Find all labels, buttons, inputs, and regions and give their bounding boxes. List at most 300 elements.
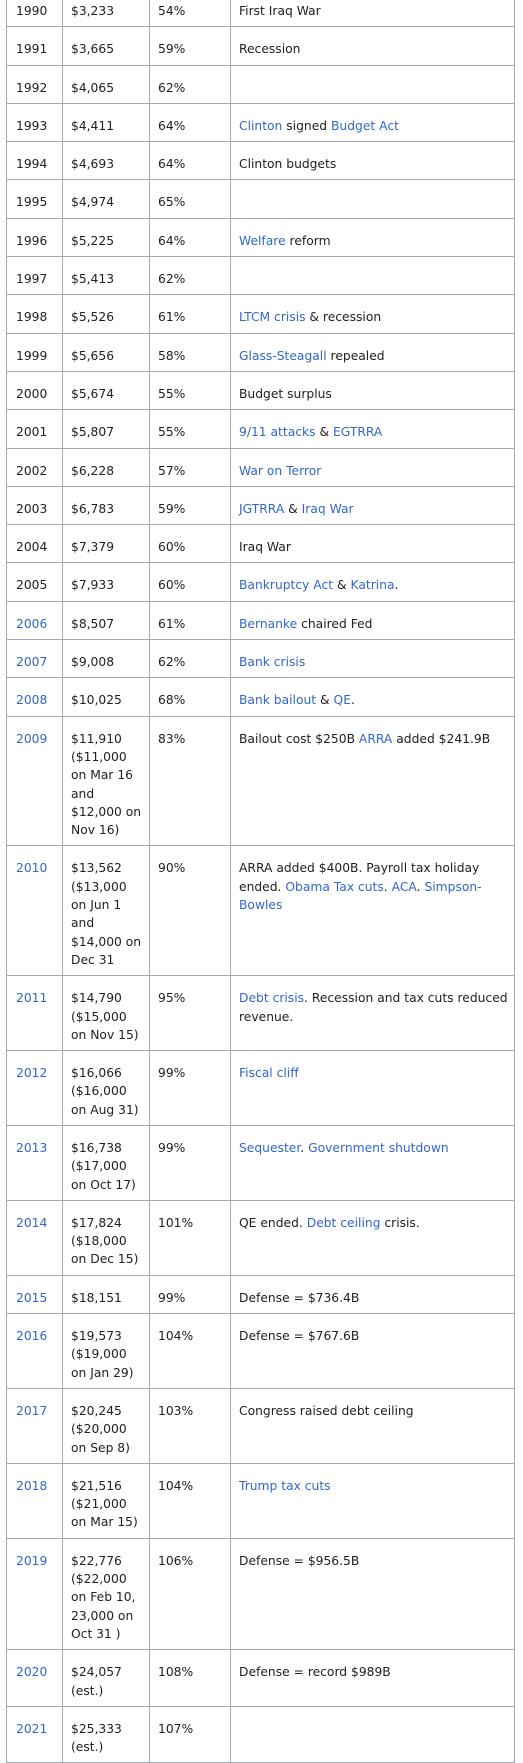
year-cell xyxy=(7,1388,63,1463)
event-text: Bailout cost $250B xyxy=(239,731,359,746)
debt-to-gdp-cell xyxy=(150,333,231,371)
debt-to-gdp-cell xyxy=(150,0,231,27)
event-text: & xyxy=(316,693,334,708)
event-text: . xyxy=(383,879,392,894)
year-text: 1992 xyxy=(16,80,48,95)
year-cell xyxy=(7,1463,63,1538)
debt-to-gdp-value: 108% xyxy=(158,1665,194,1680)
debt-to-gdp-cell xyxy=(150,142,231,180)
debt-to-gdp-value: 90% xyxy=(158,861,186,876)
events-cell xyxy=(231,1051,515,1126)
year-text: 2002 xyxy=(16,463,48,478)
table-row xyxy=(7,1388,515,1463)
year-cell xyxy=(7,218,63,256)
year-cell xyxy=(7,976,63,1051)
event-link[interactable]: EGTRRA xyxy=(332,425,383,440)
events-cell xyxy=(231,27,515,65)
events-cell xyxy=(231,371,515,409)
debt-cell xyxy=(63,27,150,65)
year-cell xyxy=(7,0,63,27)
year-cell xyxy=(7,1125,63,1200)
debt-cell xyxy=(63,180,150,218)
debt-to-gdp-value: 104% xyxy=(158,1329,194,1344)
debt-to-gdp-cell xyxy=(150,65,231,103)
debt-to-gdp-value: 64% xyxy=(158,118,186,133)
debt-to-gdp-value: 95% xyxy=(158,991,186,1006)
debt-cell xyxy=(63,1314,150,1389)
debt-to-gdp-value: 55% xyxy=(158,386,186,401)
debt-cell xyxy=(63,1125,150,1200)
debt-value: $24,057 (est.) xyxy=(71,1665,122,1698)
debt-cell xyxy=(63,1275,150,1313)
debt-value: $6,228 xyxy=(71,463,115,478)
debt-to-gdp-value: 99% xyxy=(158,1066,186,1081)
events-cell xyxy=(231,0,515,27)
event-link[interactable]: Iraq War xyxy=(301,501,354,516)
event-text: ARRA added $400B. Payroll tax holiday ended. xyxy=(239,861,480,894)
debt-value: $5,225 xyxy=(71,233,115,248)
year-link[interactable]: 2006 xyxy=(16,616,48,631)
debt-to-gdp-cell xyxy=(150,1706,231,1763)
year-cell xyxy=(7,716,63,846)
year-cell xyxy=(7,142,63,180)
debt-value: $5,656 xyxy=(71,348,115,363)
year-text: 2003 xyxy=(16,501,48,516)
events-cell xyxy=(231,563,515,601)
debt-cell xyxy=(63,1650,150,1707)
debt-value: $21,516 ($21,000 on Mar 15) xyxy=(71,1478,138,1530)
debt-cell xyxy=(63,1051,150,1126)
debt-to-gdp-value: 99% xyxy=(158,1290,186,1305)
debt-to-gdp-value: 60% xyxy=(158,578,186,593)
debt-to-gdp-value: 62% xyxy=(158,655,186,670)
table-row xyxy=(7,846,515,976)
events-cell xyxy=(231,678,515,716)
year-text: 2000 xyxy=(16,386,48,401)
table-row xyxy=(7,65,515,103)
events-cell xyxy=(231,1706,515,1763)
table-body xyxy=(7,0,515,1763)
debt-to-gdp-value: 62% xyxy=(158,80,186,95)
year-link[interactable]: 2020 xyxy=(16,1665,48,1680)
year-text: 1991 xyxy=(16,42,48,57)
debt-to-gdp-cell xyxy=(150,525,231,563)
debt-cell xyxy=(63,640,150,678)
debt-cell xyxy=(63,1463,150,1538)
debt-value: $17,824 ($18,000 on Dec 15) xyxy=(71,1215,139,1267)
debt-cell xyxy=(63,1200,150,1275)
event-link[interactable]: Bank crisis xyxy=(239,655,306,670)
debt-to-gdp-value: 59% xyxy=(158,42,186,57)
debt-to-gdp-cell xyxy=(150,371,231,409)
event-link[interactable]: Debt ceiling xyxy=(306,1215,381,1230)
table-row xyxy=(7,640,515,678)
debt-to-gdp-value: 64% xyxy=(158,233,186,248)
year-text: 1993 xyxy=(16,118,48,133)
debt-to-gdp-value: 61% xyxy=(158,310,186,325)
debt-value: $16,738 ($17,000 on Oct 17) xyxy=(71,1140,136,1192)
debt-to-gdp-cell xyxy=(150,846,231,976)
table-row xyxy=(7,257,515,295)
event-link[interactable]: Debt crisis xyxy=(239,991,305,1006)
debt-cell xyxy=(63,976,150,1051)
year-link[interactable]: 2018 xyxy=(16,1478,48,1493)
table-row xyxy=(7,601,515,639)
year-cell xyxy=(7,846,63,976)
event-link[interactable]: Sequester xyxy=(239,1140,301,1155)
event-text: Defense = $736.4B xyxy=(239,1290,360,1305)
debt-to-gdp-cell xyxy=(150,640,231,678)
debt-value: $4,411 xyxy=(71,118,115,133)
year-cell xyxy=(7,640,63,678)
year-cell xyxy=(7,525,63,563)
event-text: Defense = $956.5B xyxy=(239,1553,360,1568)
event-link[interactable]: Government shutdown xyxy=(308,1140,449,1155)
event-link[interactable]: Fiscal cliff xyxy=(239,1066,299,1081)
debt-to-gdp-cell xyxy=(150,601,231,639)
event-link[interactable]: Bank bailout xyxy=(239,693,317,708)
debt-to-gdp-value: 60% xyxy=(158,540,186,555)
event-link[interactable]: Bernanke xyxy=(239,616,298,631)
event-text: Clinton budgets xyxy=(239,157,337,172)
year-link[interactable]: 2013 xyxy=(16,1140,48,1155)
table-row xyxy=(7,1650,515,1707)
event-link[interactable]: ACA xyxy=(391,879,417,894)
table-row xyxy=(7,1051,515,1126)
debt-to-gdp-cell xyxy=(150,27,231,65)
debt-to-gdp-value: 83% xyxy=(158,731,186,746)
year-text: 1990 xyxy=(16,4,48,18)
debt-cell xyxy=(63,601,150,639)
debt-to-gdp-cell xyxy=(150,1538,231,1649)
debt-value: $13,562 ($13,000 on Jun 1 and $14,000 on Dec 31 xyxy=(71,861,142,967)
year-cell xyxy=(7,27,63,65)
table-row xyxy=(7,333,515,371)
event-link[interactable]: Obama Tax cuts xyxy=(285,879,384,894)
debt-value: $10,025 xyxy=(71,693,122,708)
events-cell xyxy=(231,448,515,486)
events-cell xyxy=(231,1314,515,1389)
debt-to-gdp-value: 57% xyxy=(158,463,186,478)
event-text: Recession xyxy=(239,42,301,57)
debt-value: $25,333 (est.) xyxy=(71,1721,122,1755)
table-row xyxy=(7,1706,515,1763)
year-cell xyxy=(7,180,63,218)
event-text: & xyxy=(333,578,351,593)
debt-to-gdp-value: 65% xyxy=(158,195,186,210)
event-link[interactable]: Bankruptcy Act xyxy=(239,578,334,593)
debt-cell xyxy=(63,65,150,103)
debt-value: $4,693 xyxy=(71,157,115,172)
debt-to-gdp-cell xyxy=(150,678,231,716)
events-cell xyxy=(231,640,515,678)
year-link[interactable]: 2010 xyxy=(16,861,48,876)
year-text: 1999 xyxy=(16,348,48,363)
debt-cell xyxy=(63,142,150,180)
debt-value: $8,507 xyxy=(71,616,115,631)
debt-cell xyxy=(63,1538,150,1649)
debt-to-gdp-value: 64% xyxy=(158,157,186,172)
year-text: 2005 xyxy=(16,578,48,593)
year-cell xyxy=(7,65,63,103)
table-row xyxy=(7,218,515,256)
year-text: 1998 xyxy=(16,310,48,325)
event-text: . xyxy=(350,693,355,708)
debt-to-gdp-cell xyxy=(150,1125,231,1200)
year-text: 1995 xyxy=(16,195,48,210)
debt-value: $22,776 ($22,000 on Feb 10, 23,000 on Oct 31 ) xyxy=(71,1553,136,1641)
event-link[interactable]: Welfare xyxy=(239,233,286,248)
debt-to-gdp-value: 59% xyxy=(158,501,186,516)
events-cell xyxy=(231,1388,515,1463)
year-cell xyxy=(7,1314,63,1389)
year-text: 1997 xyxy=(16,272,48,287)
event-text: Congress raised debt ceiling xyxy=(239,1403,414,1418)
debt-value: $4,974 xyxy=(71,195,115,210)
events-cell xyxy=(231,1463,515,1538)
debt-to-gdp-value: 103% xyxy=(158,1403,194,1418)
debt-cell xyxy=(63,448,150,486)
table-row xyxy=(7,716,515,846)
events-cell xyxy=(231,1538,515,1649)
debt-cell xyxy=(63,678,150,716)
debt-value: $3,233 xyxy=(71,4,115,18)
year-link[interactable]: 2007 xyxy=(16,655,48,670)
debt-cell xyxy=(63,525,150,563)
year-link[interactable]: 2021 xyxy=(16,1721,48,1736)
year-cell xyxy=(7,257,63,295)
debt-value: $6,783 xyxy=(71,501,115,516)
event-text: signed xyxy=(282,118,331,133)
year-cell xyxy=(7,1200,63,1275)
debt-history-table xyxy=(6,0,515,1763)
event-text: & xyxy=(315,425,333,440)
debt-value: $11,910 ($11,000 on Mar 16 and $12,000 on Nov 16) xyxy=(71,731,142,838)
event-text: reform xyxy=(285,233,331,248)
event-text: Budget surplus xyxy=(239,386,332,401)
debt-cell xyxy=(63,716,150,846)
table-row xyxy=(7,1200,515,1275)
table-row xyxy=(7,410,515,448)
debt-cell xyxy=(63,563,150,601)
year-cell xyxy=(7,448,63,486)
debt-cell xyxy=(63,103,150,141)
events-cell xyxy=(231,142,515,180)
events-cell xyxy=(231,1200,515,1275)
events-cell xyxy=(231,486,515,524)
event-text: repealed xyxy=(326,348,385,363)
event-link[interactable]: QE xyxy=(333,693,351,708)
year-link[interactable]: 2017 xyxy=(16,1403,48,1418)
year-link[interactable]: 2011 xyxy=(16,991,48,1006)
year-link[interactable]: 2009 xyxy=(16,731,48,746)
debt-to-gdp-value: 58% xyxy=(158,348,186,363)
debt-to-gdp-value: 54% xyxy=(158,4,186,18)
event-text: . xyxy=(394,578,399,593)
table-row xyxy=(7,1538,515,1649)
year-cell xyxy=(7,1051,63,1126)
year-cell xyxy=(7,333,63,371)
debt-to-gdp-value: 106% xyxy=(158,1553,194,1568)
event-link[interactable]: Simpson-Bowles xyxy=(239,879,482,913)
year-cell xyxy=(7,103,63,141)
table-row xyxy=(7,563,515,601)
debt-cell xyxy=(63,333,150,371)
table-row xyxy=(7,180,515,218)
year-text: 1996 xyxy=(16,233,48,248)
debt-to-gdp-cell xyxy=(150,1650,231,1707)
debt-value: $18,151 xyxy=(71,1290,122,1305)
year-link[interactable]: 2008 xyxy=(16,693,48,708)
debt-to-gdp-cell xyxy=(150,1388,231,1463)
event-link[interactable]: Trump tax cuts xyxy=(239,1478,331,1493)
event-text: crisis. xyxy=(380,1215,420,1230)
table-row xyxy=(7,103,515,141)
table-row xyxy=(7,0,515,27)
debt-value: $4,065 xyxy=(71,80,115,95)
debt-to-gdp-cell xyxy=(150,103,231,141)
table-row xyxy=(7,1125,515,1200)
debt-value: $9,008 xyxy=(71,655,115,670)
debt-to-gdp-cell xyxy=(150,410,231,448)
year-cell xyxy=(7,563,63,601)
events-cell xyxy=(231,1275,515,1313)
debt-value: $5,807 xyxy=(71,425,115,440)
debt-to-gdp-cell xyxy=(150,486,231,524)
events-cell xyxy=(231,1125,515,1200)
table-row xyxy=(7,142,515,180)
events-cell xyxy=(231,180,515,218)
debt-to-gdp-value: 99% xyxy=(158,1140,186,1155)
debt-to-gdp-value: 104% xyxy=(158,1478,194,1493)
debt-cell xyxy=(63,295,150,333)
table-row xyxy=(7,371,515,409)
events-cell xyxy=(231,103,515,141)
year-link[interactable]: 2016 xyxy=(16,1329,48,1344)
event-text: . xyxy=(416,879,425,894)
debt-to-gdp-cell xyxy=(150,180,231,218)
debt-to-gdp-cell xyxy=(150,1275,231,1313)
year-link[interactable]: 2015 xyxy=(16,1290,48,1305)
year-link[interactable]: 2012 xyxy=(16,1066,48,1081)
debt-value: $5,413 xyxy=(71,272,115,287)
event-text: . Recession and tax cuts reduced revenue. xyxy=(239,991,508,1024)
debt-value: $20,245 ($20,000 on Sep 8) xyxy=(71,1403,130,1455)
events-cell xyxy=(231,601,515,639)
debt-to-gdp-value: 68% xyxy=(158,693,186,708)
debt-to-gdp-cell xyxy=(150,1314,231,1389)
event-link[interactable]: Budget Act xyxy=(330,118,399,133)
year-cell xyxy=(7,1275,63,1313)
table-row xyxy=(7,486,515,524)
year-text: 2001 xyxy=(16,425,48,440)
debt-to-gdp-cell xyxy=(150,563,231,601)
events-cell xyxy=(231,333,515,371)
debt-value: $5,674 xyxy=(71,386,115,401)
year-cell xyxy=(7,1650,63,1707)
debt-value: $7,933 xyxy=(71,578,115,593)
debt-to-gdp-cell xyxy=(150,1200,231,1275)
debt-to-gdp-cell xyxy=(150,1463,231,1538)
year-cell xyxy=(7,601,63,639)
year-cell xyxy=(7,295,63,333)
debt-to-gdp-cell xyxy=(150,257,231,295)
debt-cell xyxy=(63,846,150,976)
table-row xyxy=(7,976,515,1051)
table-row xyxy=(7,1463,515,1538)
table-row xyxy=(7,1314,515,1389)
event-link[interactable]: JGTRRA xyxy=(239,501,285,516)
event-link[interactable]: War on Terror xyxy=(239,463,322,478)
debt-cell xyxy=(63,0,150,27)
event-text: added $241.9B xyxy=(392,731,491,746)
event-link[interactable]: Clinton xyxy=(239,118,283,133)
debt-value: $14,790 ($15,000 on Nov 15) xyxy=(71,991,139,1042)
year-cell xyxy=(7,410,63,448)
debt-to-gdp-cell xyxy=(150,448,231,486)
year-cell xyxy=(7,1706,63,1763)
event-text: Defense = $767.6B xyxy=(239,1329,360,1344)
events-cell xyxy=(231,976,515,1051)
table-row xyxy=(7,525,515,563)
year-text: 2004 xyxy=(16,540,48,555)
debt-to-gdp-cell xyxy=(150,218,231,256)
year-cell xyxy=(7,486,63,524)
events-cell xyxy=(231,410,515,448)
event-text: & recession xyxy=(305,310,382,325)
event-text: Iraq War xyxy=(239,540,291,555)
debt-value: $16,066 ($16,000 on Aug 31) xyxy=(71,1066,139,1117)
event-link[interactable]: 9/11 attacks xyxy=(239,425,316,440)
event-link[interactable]: Katrina xyxy=(350,578,395,593)
debt-to-gdp-cell xyxy=(150,976,231,1051)
events-cell xyxy=(231,846,515,976)
debt-cell xyxy=(63,1388,150,1463)
event-text: & xyxy=(284,501,302,516)
debt-value: $7,379 xyxy=(71,540,115,555)
debt-value: $5,526 xyxy=(71,310,115,325)
event-text: . xyxy=(300,1140,309,1155)
events-cell xyxy=(231,218,515,256)
debt-cell xyxy=(63,486,150,524)
year-link[interactable]: 2019 xyxy=(16,1553,48,1568)
year-link[interactable]: 2014 xyxy=(16,1215,48,1230)
debt-to-gdp-cell xyxy=(150,1051,231,1126)
events-cell xyxy=(231,257,515,295)
event-link[interactable]: ARRA xyxy=(358,731,393,746)
events-cell xyxy=(231,525,515,563)
debt-to-gdp-value: 55% xyxy=(158,425,186,440)
table-row xyxy=(7,678,515,716)
debt-value: $3,665 xyxy=(71,42,115,57)
year-cell xyxy=(7,1538,63,1649)
debt-to-gdp-value: 101% xyxy=(158,1215,194,1230)
event-text: chaired Fed xyxy=(297,616,373,631)
events-cell xyxy=(231,295,515,333)
debt-to-gdp-value: 61% xyxy=(158,616,186,631)
event-link[interactable]: LTCM crisis xyxy=(239,310,306,325)
debt-cell xyxy=(63,371,150,409)
events-cell xyxy=(231,1650,515,1707)
year-cell xyxy=(7,371,63,409)
events-cell xyxy=(231,65,515,103)
debt-to-gdp-value: 62% xyxy=(158,272,186,287)
debt-value: $19,573 ($19,000 on Jan 29) xyxy=(71,1329,134,1380)
event-link[interactable]: Glass-Steagall xyxy=(239,348,327,363)
events-cell xyxy=(231,716,515,846)
debt-cell xyxy=(63,1706,150,1763)
event-text: First Iraq War xyxy=(239,4,321,18)
